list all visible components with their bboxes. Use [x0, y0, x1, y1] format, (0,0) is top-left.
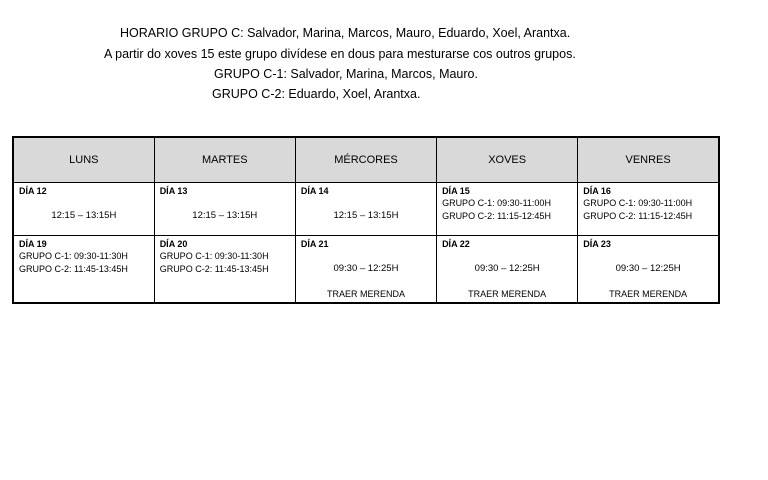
column-header-luns: LUNS	[13, 137, 154, 183]
group-c2-time: GRUPO C-2: 11:45-13:45H	[19, 264, 128, 274]
time-slot: 12:15 – 13:15H	[192, 210, 258, 221]
table-cell-day-22	[437, 236, 578, 304]
table-cell-day-20	[154, 236, 295, 304]
table-cell-day-12	[13, 183, 154, 236]
snack-note: TRAER MERENDA	[609, 289, 688, 299]
day-label: DÍA 14	[300, 186, 329, 196]
group-c2-time: GRUPO C-2: 11:15-12:45H	[583, 211, 693, 221]
table-cell-day-19	[13, 236, 154, 304]
day-label: DÍA 12	[19, 186, 47, 196]
column-header-martes: MARTES	[154, 137, 295, 183]
group-c2-members: GRUPO C-2: Eduardo, Xoel, Arantxa.	[212, 87, 421, 101]
time-slot: 09:30 – 12:25H	[333, 263, 399, 274]
table-cell-day-15	[437, 183, 578, 236]
column-header-venres: VENRES	[578, 137, 719, 183]
column-header-xoves: XOVES	[437, 137, 578, 183]
time-slot: 12:15 – 13:15H	[51, 210, 117, 221]
day-label: DÍA 13	[159, 186, 188, 196]
table-cell-day-23	[578, 236, 719, 304]
table-row	[13, 236, 719, 304]
group-c1-time: GRUPO C-1: 09:30-11:00H	[583, 198, 693, 208]
table-cell-day-13	[154, 183, 295, 236]
table-header-row	[13, 137, 719, 183]
day-label: DÍA 21	[300, 239, 329, 249]
table-cell-day-16	[578, 183, 719, 236]
table-cell-day-14	[295, 183, 436, 236]
column-header-mercores: MÉRCORES	[295, 137, 436, 183]
time-slot: 09:30 – 12:25H	[474, 263, 540, 274]
group-c2-time: GRUPO C-2: 11:15-12:45H	[442, 211, 551, 221]
time-slot: 12:15 – 13:15H	[333, 210, 399, 221]
day-label: DÍA 19	[19, 239, 47, 249]
day-label: DÍA 20	[159, 239, 188, 249]
table-cell-day-21	[295, 236, 436, 304]
group-c1-members: GRUPO C-1: Salvador, Marina, Marcos, Mauro.	[214, 67, 478, 81]
day-label: DÍA 23	[583, 239, 611, 249]
schedule-table	[12, 136, 720, 304]
schedule-note: A partir do xoves 15 este grupo divídese en dous para mesturarse cos outros grupos.	[104, 47, 576, 61]
group-c1-time: GRUPO C-1: 09:30-11:00H	[442, 198, 551, 208]
group-c1-time: GRUPO C-1: 09:30-11:30H	[19, 251, 128, 261]
schedule-title: HORARIO GRUPO C: Salvador, Marina, Marcos, Mauro, Eduardo, Xoel, Arantxa.	[120, 26, 571, 40]
group-c1-time: GRUPO C-1: 09:30-11:30H	[159, 251, 269, 261]
day-label: DÍA 22	[442, 239, 470, 249]
day-label: DÍA 15	[442, 186, 470, 196]
table-row	[13, 183, 719, 236]
snack-note: TRAER MERENDA	[468, 289, 547, 299]
time-slot: 09:30 – 12:25H	[615, 263, 681, 274]
snack-note: TRAER MERENDA	[326, 289, 405, 299]
group-c2-time: GRUPO C-2: 11:45-13:45H	[159, 264, 269, 274]
day-label: DÍA 16	[583, 186, 611, 196]
